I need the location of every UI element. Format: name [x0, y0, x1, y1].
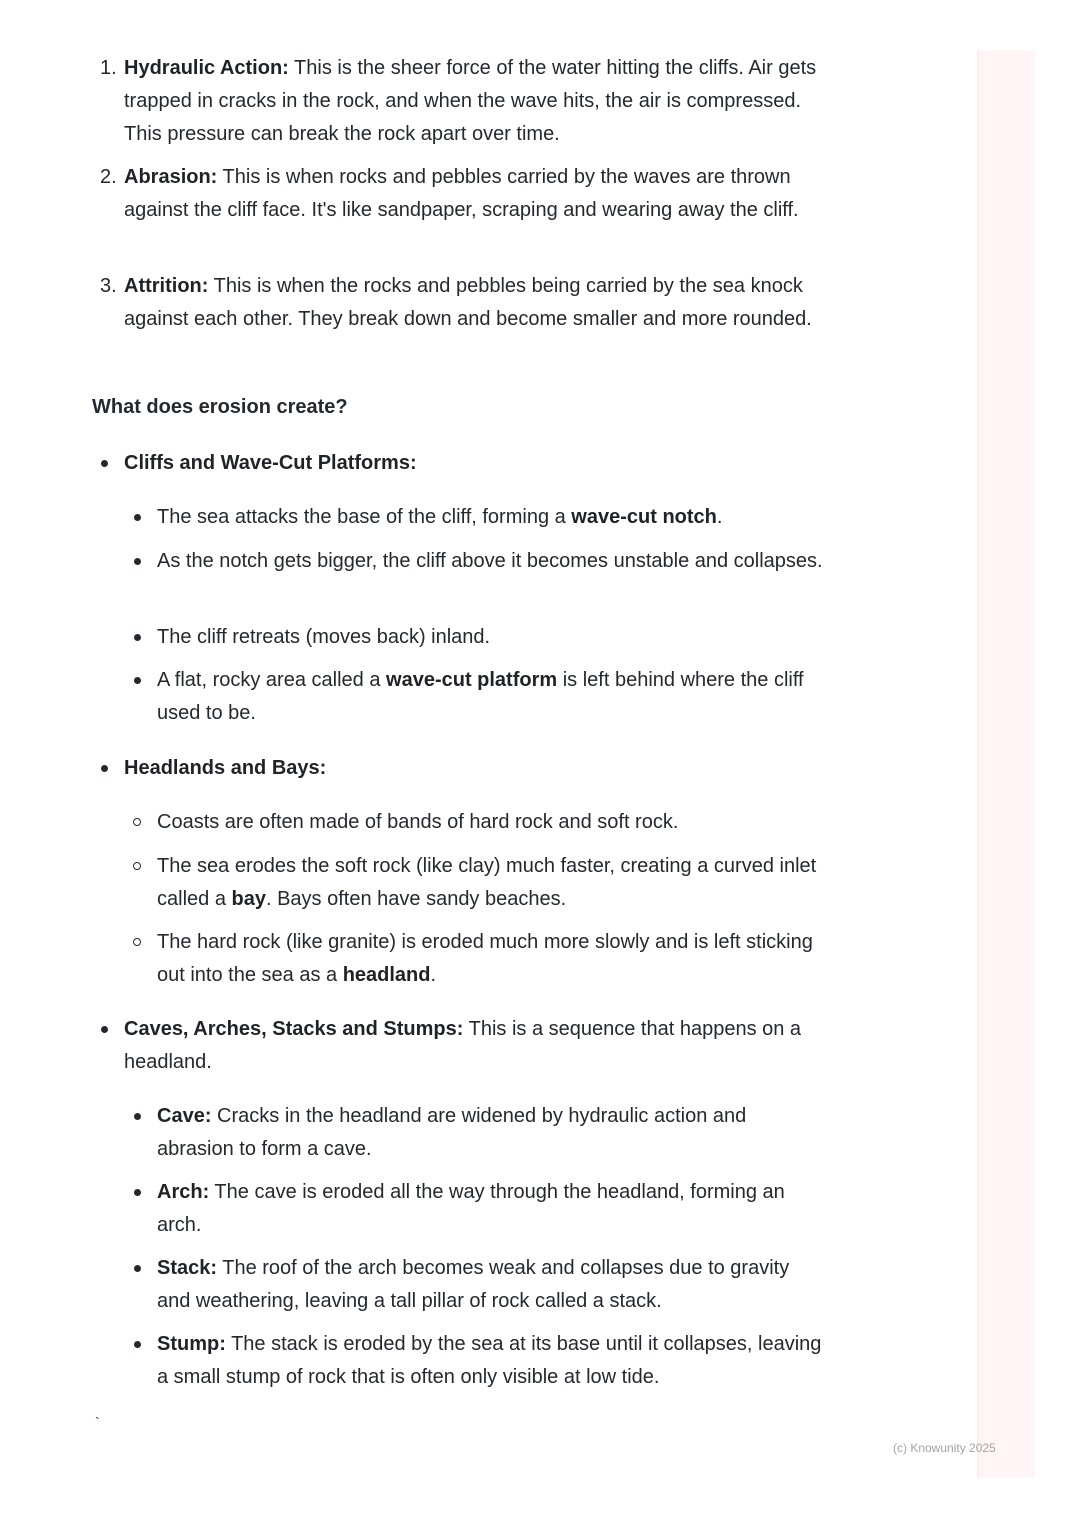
bullet-circle — [133, 938, 141, 946]
bold-term: headland — [342, 964, 431, 986]
text: As the notch gets bigger, the cliff above it becomes unstable and collapses. — [157, 550, 823, 572]
text: The hard rock (like granite) is eroded much more slowly and is left sticking out into the sea as a — [157, 931, 813, 986]
bullet-title: Cliffs and Wave-Cut Platforms: — [124, 452, 417, 474]
sub-bullet — [157, 1328, 827, 1394]
bullet-dot — [134, 558, 141, 565]
list-number: 1. — [100, 57, 117, 79]
sub-bullet — [157, 850, 827, 916]
list-item-hydraulic-action — [100, 52, 824, 151]
list-item-abrasion — [100, 161, 824, 227]
bullet-dot — [101, 765, 108, 772]
text: The roof of the arch becomes weak and collapses due to gravity and weathering, leaving a tall pillar of rock called a stack. — [157, 1257, 790, 1312]
bullet-dot — [134, 634, 141, 641]
bullet-dot — [134, 1341, 141, 1348]
bullet-title: Caves, Arches, Stacks and Stumps: — [124, 1018, 464, 1040]
sub-bullet — [157, 1100, 827, 1166]
bullet-cliffs — [124, 447, 834, 480]
text: . — [430, 964, 437, 986]
bold-term: wave-cut notch — [571, 506, 717, 528]
bullet-dot — [134, 677, 141, 684]
bold-term: Arch: — [157, 1181, 210, 1203]
text: Coasts are often made of bands of hard rock and soft rock. — [157, 811, 679, 833]
bold-term: Stump: — [157, 1333, 226, 1355]
bold-term: Cave: — [157, 1105, 212, 1127]
sub-bullet — [157, 621, 827, 654]
sub-bullet — [157, 806, 827, 839]
term: Attrition: — [124, 275, 209, 297]
text: is left behind where the cliff used to be. — [157, 669, 804, 724]
sub-bullet — [157, 545, 827, 578]
text: The stack is eroded by the sea at its base until it collapses, leaving a small stump of rock that is often only visible at low tide. — [157, 1333, 822, 1388]
bullet-caves — [124, 1013, 834, 1079]
bold-term: bay — [231, 888, 266, 910]
text: The cliff retreats (moves back) inland. — [157, 626, 491, 648]
sub-bullet — [157, 926, 827, 992]
stray-mark: ` — [95, 1414, 100, 1430]
copyright-footer: (c) Knowunity 2025 — [893, 1441, 996, 1455]
text: . Bays often have sandy beaches. — [265, 888, 567, 910]
text: The cave is eroded all the way through the headland, forming an arch. — [157, 1181, 785, 1236]
bullet-circle — [133, 818, 141, 826]
bullet-dot — [101, 1026, 108, 1033]
bullet-dot — [134, 1189, 141, 1196]
text: The sea erodes the soft rock (like clay) much faster, creating a curved inlet called a — [157, 855, 817, 910]
bullet-dot — [134, 1113, 141, 1120]
bullet-headlands — [124, 752, 834, 785]
bold-term: Stack: — [157, 1257, 218, 1279]
definition: This is when rocks and pebbles carried by the waves are thrown against the cliff face. It's like sandpaper, scraping and wearing away the cliff. — [124, 166, 799, 221]
text: The sea attacks the base of the cliff, forming a — [157, 506, 572, 528]
sub-bullet — [157, 501, 827, 534]
side-margin-strip — [977, 50, 1035, 1478]
sub-bullet — [157, 1176, 827, 1242]
bullet-circle — [133, 862, 141, 870]
text: Cracks in the headland are widened by hydraulic action and abrasion to form a cave. — [157, 1105, 747, 1160]
list-item-attrition — [100, 270, 824, 336]
term: Abrasion: — [124, 166, 218, 188]
text: . — [716, 506, 723, 528]
sub-bullet — [157, 1252, 827, 1318]
bullet-dot — [134, 514, 141, 521]
sub-bullet — [157, 664, 827, 730]
list-number: 2. — [100, 166, 117, 188]
bullet-dot — [134, 1265, 141, 1272]
text: This is a sequence that happens on a headland. — [124, 1018, 802, 1073]
section-heading: What does erosion create? — [92, 396, 348, 418]
definition: This is the sheer force of the water hitting the cliffs. Air gets trapped in cracks in the rock, and when the wave hits, the air is compressed. This pressure can break the rock apart over time. — [124, 57, 817, 145]
term: Hydraulic Action: — [124, 57, 289, 79]
definition: This is when the rocks and pebbles being carried by the sea knock against each other. They break down and become smaller and more rounded. — [124, 275, 812, 330]
list-number: 3. — [100, 275, 117, 297]
bold-term: wave-cut platform — [386, 669, 558, 691]
bullet-dot — [101, 460, 108, 467]
text: A flat, rocky area called a — [157, 669, 387, 691]
bullet-title: Headlands and Bays: — [124, 757, 327, 779]
